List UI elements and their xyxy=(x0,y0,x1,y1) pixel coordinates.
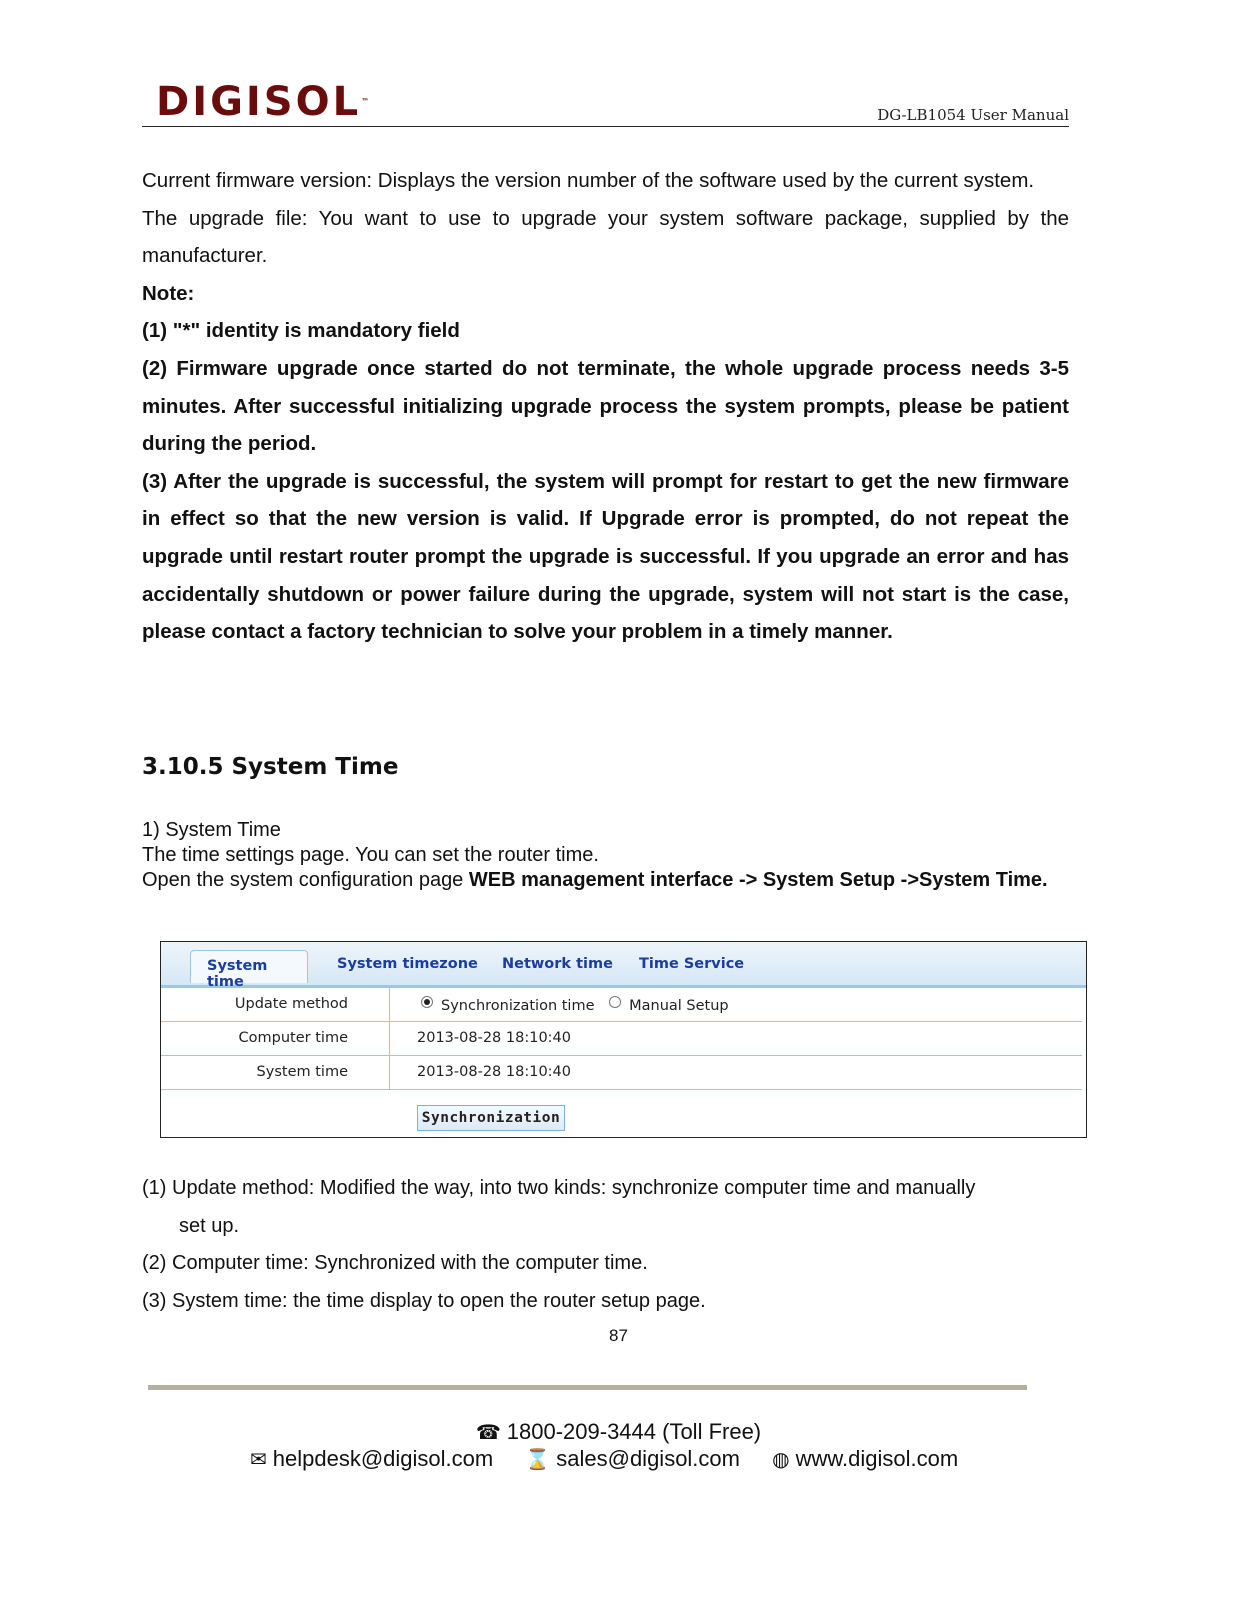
computer-time-value: 2013-08-28 18:10:40 xyxy=(417,1030,571,1046)
menu-path: WEB management interface -> System Setup ->System Time. xyxy=(468,869,1048,891)
page-header xyxy=(142,78,1069,127)
intro-line-1: 1) System Time xyxy=(142,819,281,841)
note-2: (2) Firmware upgrade once started do not terminate, the whole upgrade process needs 3-5 minutes. After successful initializing upgrade process the system prompts, please be patient during the period. xyxy=(142,356,1069,456)
tab-system-time[interactable]: System time xyxy=(190,950,308,983)
section-title: 3.10.5 System Time xyxy=(142,754,399,780)
globe-icon: ◍ xyxy=(772,1447,790,1471)
manual-setup-label: Manual Setup xyxy=(629,998,729,1014)
list-item-update-method: (1) Update method: Modified the way, into two kinds: synchronize computer time and manually xyxy=(142,1177,976,1199)
sync-time-radio[interactable] xyxy=(421,996,433,1008)
computer-time-label: Computer time xyxy=(238,1030,348,1046)
tab-network-time[interactable]: Network time xyxy=(502,956,613,972)
manual-title: DG-LB1054 User Manual xyxy=(877,106,1069,124)
hourglass-icon: ⌛ xyxy=(525,1447,551,1471)
paragraph-upgrade-file: The upgrade file: You want to use to upgrade your system software package, supplied by the manufacturer. xyxy=(142,206,1069,268)
digisol-logo: DIGISOL™ xyxy=(156,79,370,125)
tab-bar xyxy=(161,942,1086,988)
tab-time-service[interactable]: Time Service xyxy=(639,956,745,972)
page-number: 87 xyxy=(609,1326,628,1345)
helpdesk-email[interactable]: helpdesk@digisol.com xyxy=(272,1446,494,1471)
intro-line-2: The time settings page. You can set the router time. xyxy=(142,844,599,866)
system-time-label: System time xyxy=(256,1064,348,1080)
footer-contacts xyxy=(250,1446,984,1472)
note-1: (1) "*" identity is mandatory field xyxy=(142,319,460,343)
intro-text xyxy=(142,818,1069,893)
update-method-label: Update method xyxy=(234,996,348,1012)
synchronization-button[interactable]: Synchronization xyxy=(417,1105,565,1131)
computer-time-row xyxy=(161,1022,1082,1056)
footer-phone: ☎ 1800-209-3444 (Toll Free) xyxy=(475,1419,762,1444)
paragraph-firmware-version: Current firmware version: Displays the version number of the software used by the current system. xyxy=(142,169,1035,192)
system-time-row xyxy=(161,1056,1082,1090)
list-item-computer-time: (2) Computer time: Synchronized with the computer time. xyxy=(142,1252,648,1275)
update-method-row xyxy=(161,988,1082,1022)
note-label: Note: xyxy=(142,281,195,305)
list-item-system-time: (3) System time: the time display to open the router setup page. xyxy=(142,1289,706,1312)
footer-divider xyxy=(148,1385,1027,1390)
sales-email[interactable]: sales@digisol.com xyxy=(556,1446,740,1471)
phone-icon: ☎ xyxy=(475,1420,501,1444)
manual-setup-radio[interactable] xyxy=(609,996,621,1008)
system-time-screenshot xyxy=(160,941,1087,1138)
intro-line-3: Open the system configuration page WEB management interface -> System Setup ->System Time. xyxy=(142,869,1048,891)
firmware-description xyxy=(142,162,1069,651)
sync-time-label: Synchronization time xyxy=(441,998,595,1014)
mail-icon: ✉ xyxy=(250,1447,267,1471)
tab-system-timezone[interactable]: System timezone xyxy=(337,956,478,972)
field-descriptions xyxy=(142,1170,1069,1320)
list-item-update-method-cont: set up. xyxy=(179,1214,240,1237)
website-link[interactable]: www.digisol.com xyxy=(795,1446,959,1471)
system-time-value: 2013-08-28 18:10:40 xyxy=(417,1064,571,1080)
note-3: (3) After the upgrade is successful, the system will prompt for restart to get the new firmware in effect so that the new version is valid. If Upgrade error is prompted, do not repeat the upgrade until restart router prompt the upgrade is successful. If you upgrade an error and has accidentally shutdown or power failure during the upgrade, system will not start is the case, please contact a factory technician to solve your problem in a timely manner. xyxy=(142,469,1069,644)
